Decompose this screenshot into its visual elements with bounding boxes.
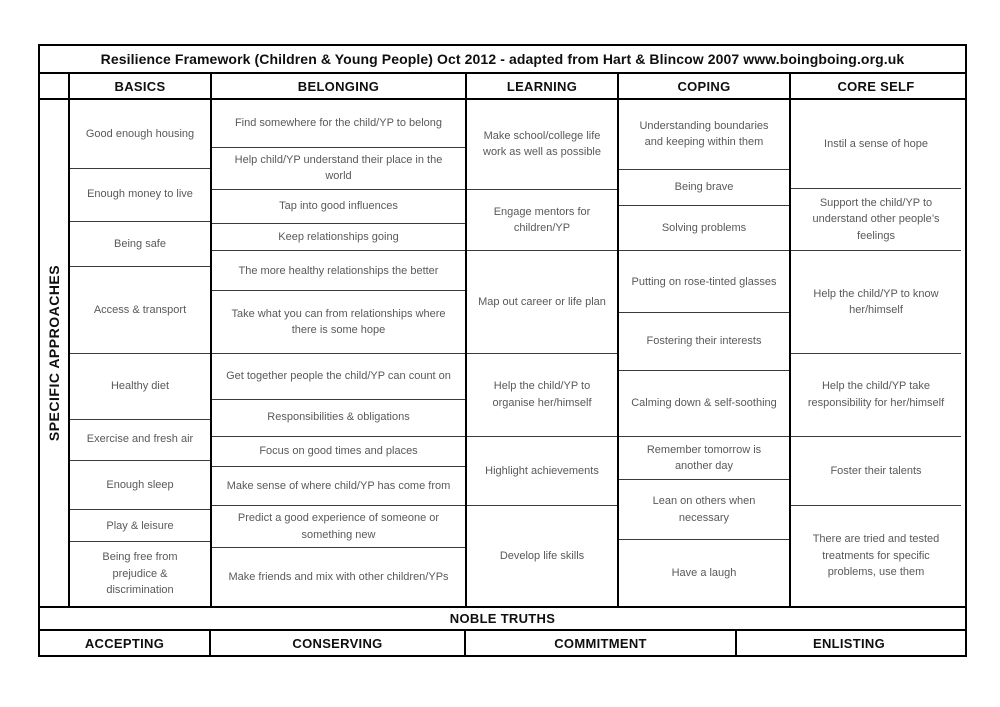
table-cell: Access & transport [70,267,210,354]
table-cell: Putting on rose-tinted glasses [619,251,789,313]
table-cell: Lean on others when necessary [619,480,789,540]
table-cell: Help the child/YP to organise her/himself [467,354,617,437]
table-cell: Take what you can from relationships where there is some hope [212,291,465,354]
table-cell: Map out career or life plan [467,251,617,354]
table-cell: Remember tomorrow is another day [619,437,789,481]
table-cell: Support the child/YP to understand other people’s feelings [791,189,961,252]
table-cell: Enough sleep [70,461,210,511]
footer-row [40,631,965,655]
table-cell: Being free from prejudice & discrimination [102,551,178,597]
table-cell: Make sense of where child/YP has come from [212,467,465,507]
column-coping [619,100,791,606]
side-label: SPECIFIC APPROACHES [46,264,63,442]
header-basics: BASICS [70,74,212,98]
table-cell: Instil a sense of hope [791,100,961,189]
footer-accepting: ACCEPTING [40,631,211,655]
table-cell: Understanding boundaries and keeping within them [619,100,789,170]
table-cell: Calming down & self-soothing [619,371,789,437]
table-cell: Help the child/YP take responsibility for her/himself [791,354,961,437]
table-cell: Responsibilities & obligations [212,400,465,437]
table-cell: Being safe [70,222,210,268]
table-cell: Fostering their interests [619,313,789,371]
table-cell: Keep relationships going [212,224,465,252]
table-cell: Being brave [619,170,789,206]
header-belonging: BELONGING [212,74,467,98]
table-cell: Predict a good experience of someone or something new [212,506,465,548]
table-cell: Make friends and mix with other children/YPs [228,570,449,583]
header-core-self: CORE SELF [837,78,915,94]
footer-enlisting: ENLISTING [812,635,886,651]
column-core-self [791,100,961,606]
table-cell: Solving problems [619,206,789,252]
footer-commitment: COMMITMENT [466,631,737,655]
table-cell: Tap into good influences [212,190,465,224]
table-body [40,100,965,608]
table-cell: Highlight achievements [467,437,617,507]
table-cell: Develop life skills [499,549,585,562]
table-title: Resilience Framework (Children & Young People) Oct 2012 - adapted from Hart & Blincow 2007 www.boingboing.org.uk [40,46,965,74]
column-belonging [212,100,467,606]
column-basics [70,100,212,606]
table-cell: Foster their talents [791,437,961,507]
column-learning [467,100,619,606]
resilience-framework-table [38,44,967,657]
noble-truths-row: NOBLE TRUTHS [40,608,965,631]
table-cell: Focus on good times and places [212,437,465,467]
column-headers [40,74,965,100]
table-cell: Healthy diet [70,354,210,420]
table-cell: Help the child/YP to know her/himself [791,251,961,354]
table-cell: Play & leisure [70,510,210,542]
table-cell: Find somewhere for the child/YP to belong [212,100,465,148]
table-cell: Help child/YP understand their place in the world [212,148,465,190]
table-cell: Exercise and fresh air [70,420,210,461]
table-cell: Make school/college life work as well as possible [467,100,617,190]
table-cell: Have a laugh [671,566,737,579]
table-cell: Engage mentors for children/YP [467,190,617,252]
table-cell: The more healthy relationships the better [212,251,465,291]
header-spacer [40,74,70,98]
side-label-cell [40,100,70,606]
header-coping: COPING [619,74,791,98]
table-cell: Good enough housing [70,100,210,169]
header-learning: LEARNING [467,74,619,98]
table-cell: There are tried and tested treatments for specific problems, use them [812,533,940,579]
footer-conserving: CONSERVING [211,631,466,655]
table-cell: Enough money to live [70,169,210,222]
table-cell: Get together people the child/YP can count on [212,354,465,400]
